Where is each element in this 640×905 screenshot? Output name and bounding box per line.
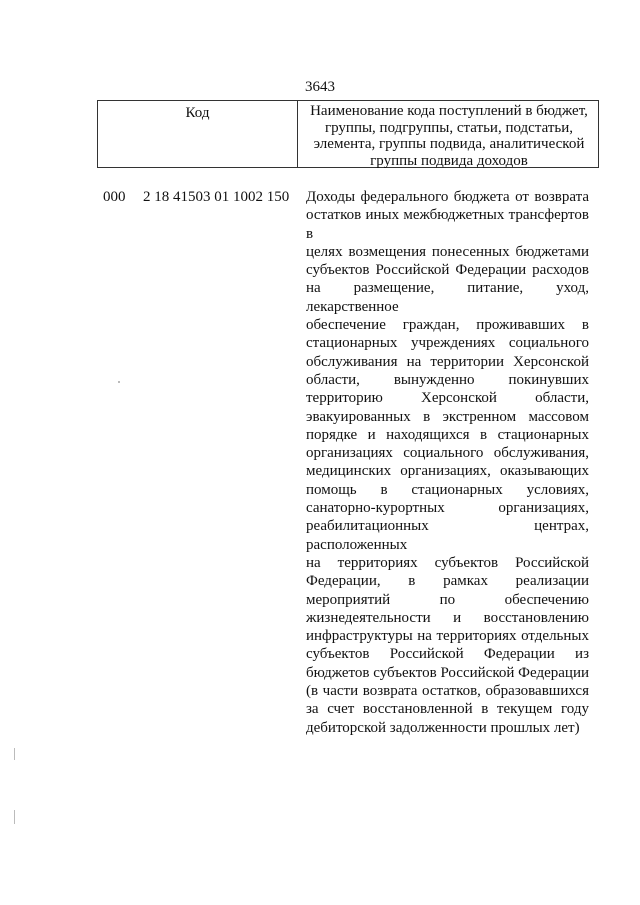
income-description — [306, 188, 589, 737]
description-line: инфраструктуры на территориях отдельных — [306, 628, 589, 645]
description-line: стационарных учреждениях социального — [306, 335, 589, 352]
table-header — [97, 100, 599, 168]
description-line: субъектов Российской Федерации из — [306, 646, 589, 663]
description-line: реабилитационных центрах, расположенных — [306, 518, 589, 553]
scan-mark — [14, 810, 15, 824]
scan-mark — [14, 748, 15, 760]
description-line: порядке и находящихся в стационарных — [306, 426, 589, 443]
description-line: субъектов Российской Федерации расходов — [306, 262, 589, 279]
page-number: 3643 — [305, 79, 335, 95]
description-line: области, вынужденно покинувших — [306, 371, 589, 388]
description-line: мероприятий по обеспечению — [306, 591, 589, 608]
description-line: бюджетов субъектов Российской Федерации — [306, 664, 589, 681]
admin-code: 000 — [103, 189, 126, 205]
description-line: на размещение, питание, уход, лекарственное — [306, 280, 589, 315]
header-code-label: Код — [98, 101, 298, 167]
header-name-label: Наименование кода поступлений в бюджет, группы, подгруппы, статьи, подстатьи, элемента, группы подвида, аналитической группы подвида доходов — [310, 103, 588, 169]
description-line: территорию Херсонской области, — [306, 390, 589, 407]
description-line: эвакуированных в экстренном массовом — [306, 408, 589, 425]
description-line: организациях социального обслуживания, — [306, 445, 589, 462]
description-line: медицинских организациях, оказывающих — [306, 463, 589, 480]
description-line: на территориях субъектов Российской — [306, 554, 589, 571]
description-line: жизнедеятельности и восстановлению — [306, 609, 589, 626]
description-line: за счет восстановленной в текущем году — [306, 701, 589, 718]
description-line: (в части возврата остатков, образовавшихся — [306, 683, 589, 700]
description-line: целях возмещения понесенных бюджетами — [306, 243, 589, 260]
income-code: 2 18 41503 01 1002 150 — [143, 189, 290, 205]
description-line: помощь в стационарных условиях, — [306, 481, 589, 498]
description-line: санаторно-курортных организациях, — [306, 500, 589, 517]
description-line: обеспечение граждан, проживавших в — [306, 317, 589, 334]
description-line: остатков иных межбюджетных трансфертов в — [306, 207, 589, 242]
description-line: Доходы федерального бюджета от возврата — [306, 189, 589, 205]
description-line: дебиторской задолженности прошлых лет) — [306, 719, 580, 736]
description-line: обслуживания на территории Херсонской — [306, 353, 589, 370]
description-line: Федерации, в рамках реализации — [306, 573, 589, 590]
scan-mark — [118, 381, 120, 383]
